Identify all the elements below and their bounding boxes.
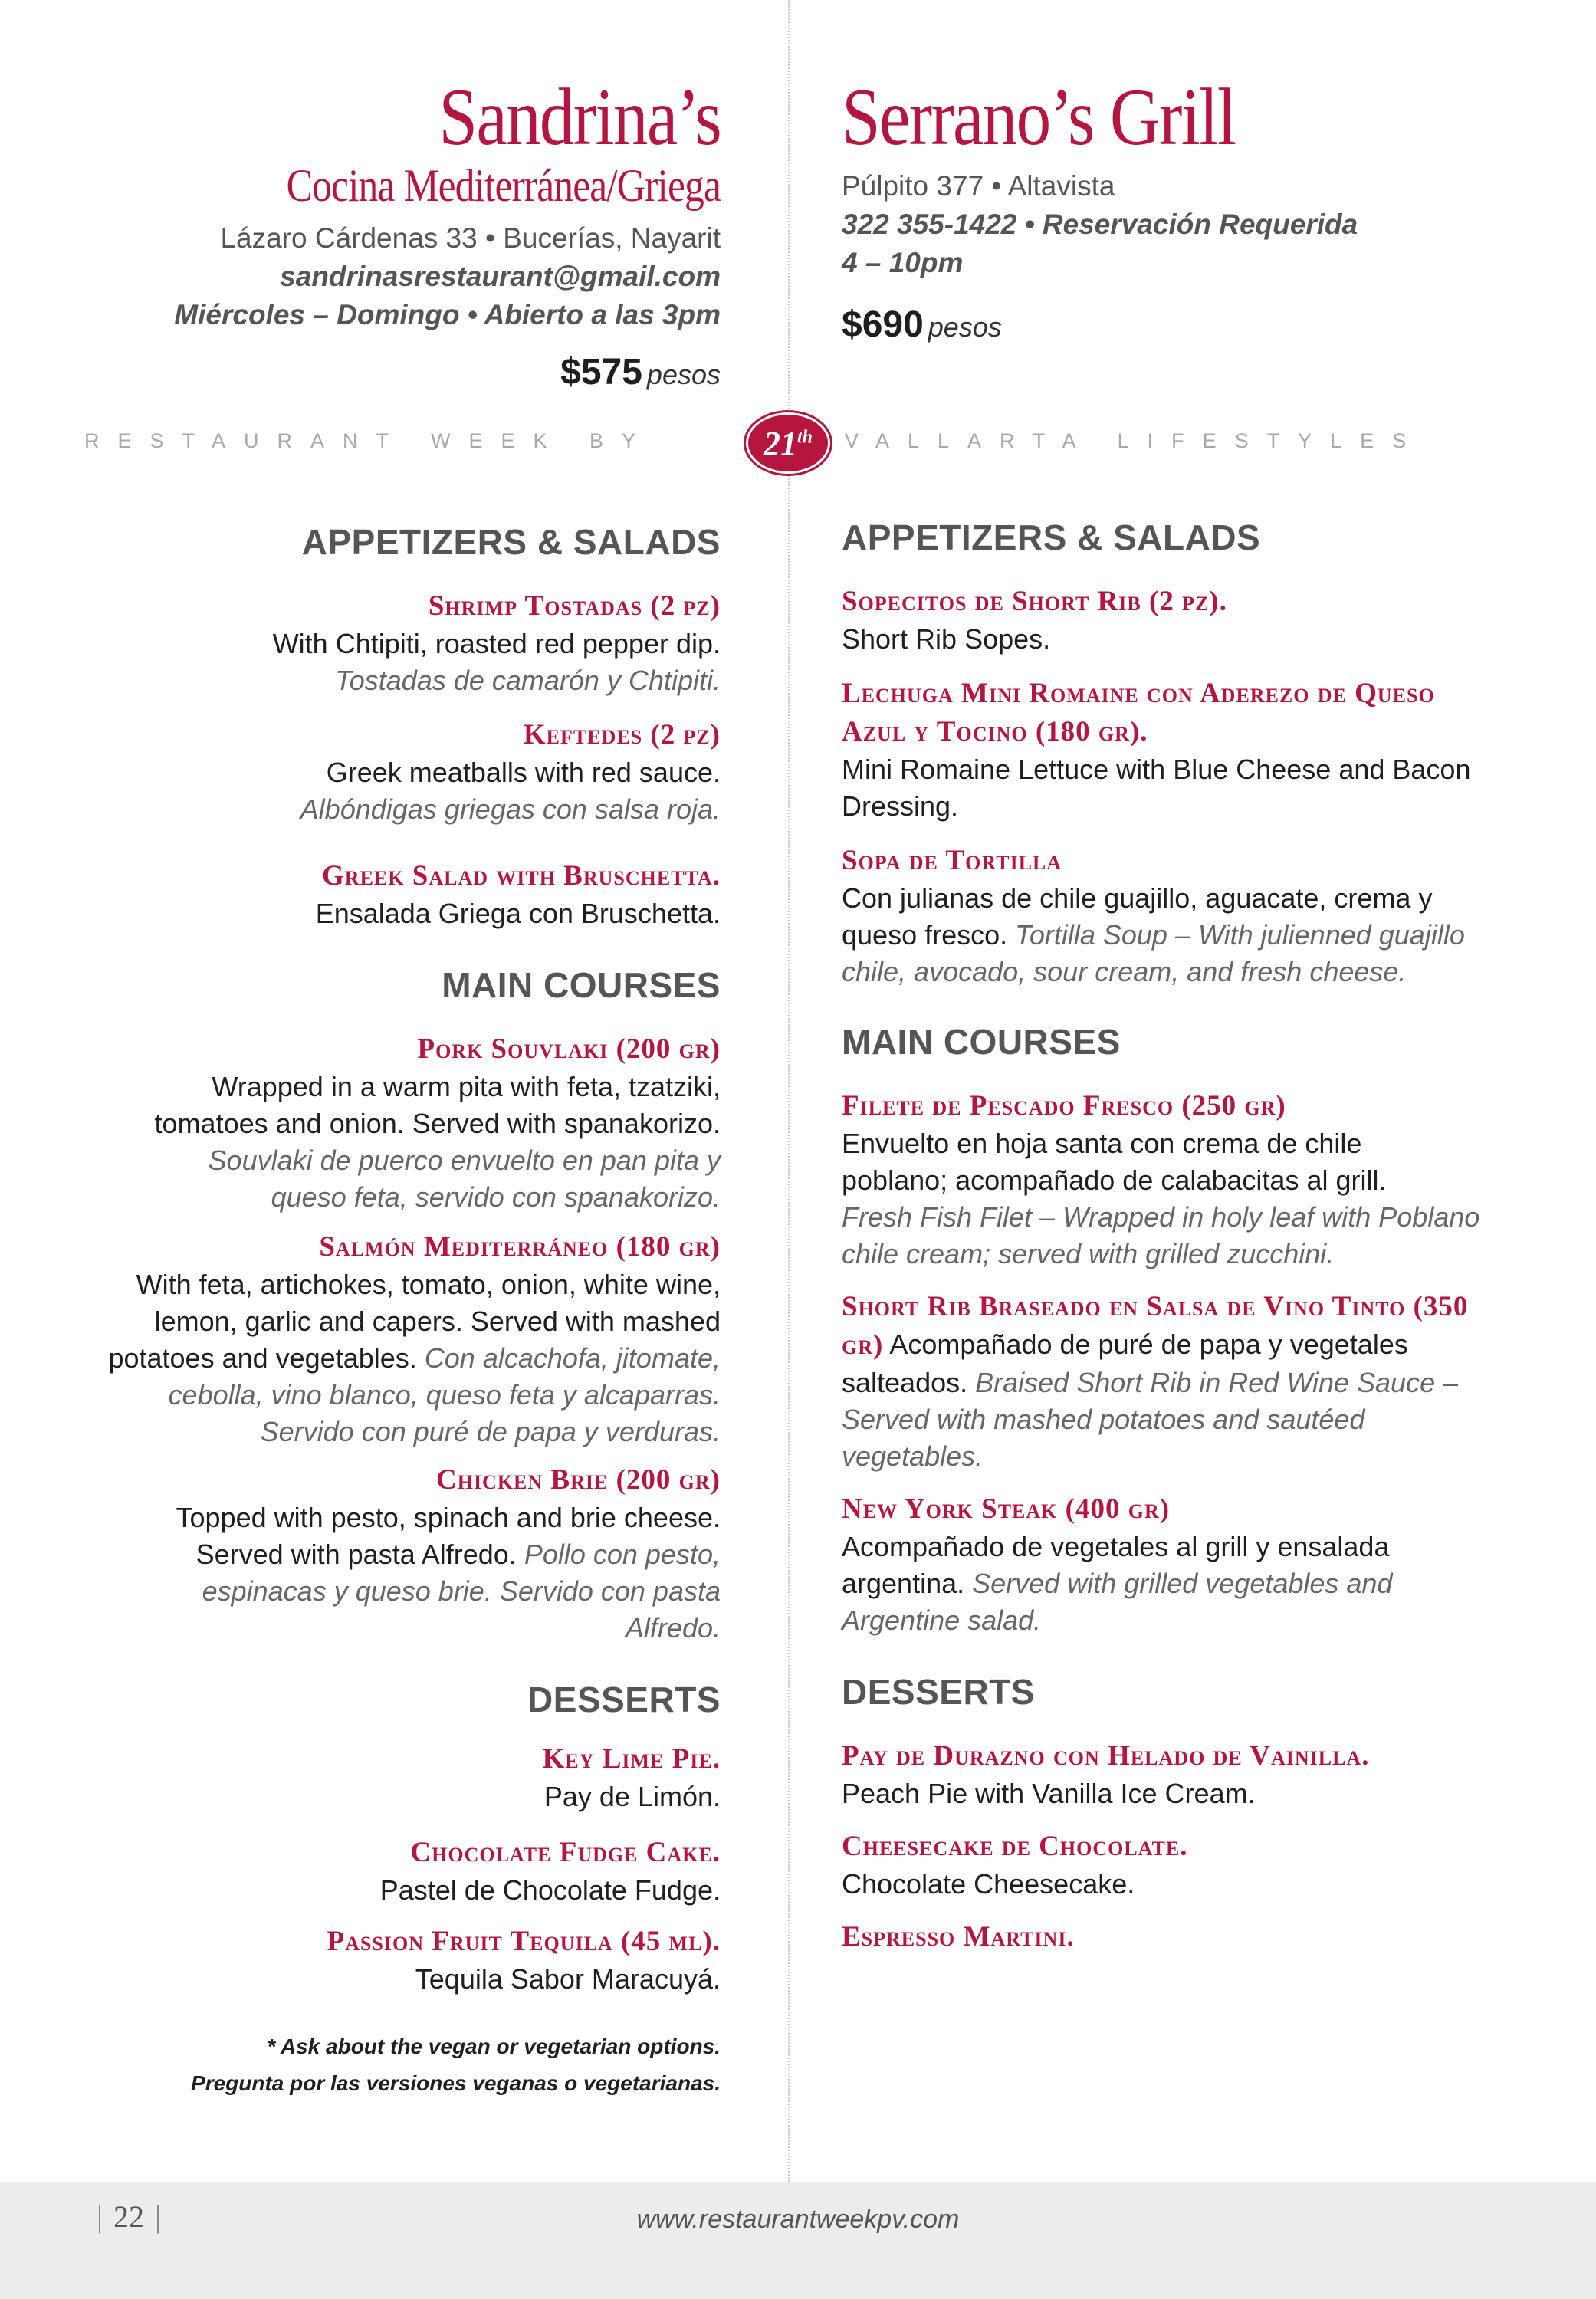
- dish-name: Greek Salad with Bruschetta.: [322, 860, 721, 892]
- dish-name: Cheesecake de Chocolate.: [842, 1831, 1188, 1862]
- menu-item: [842, 1828, 1493, 1903]
- dish-translation: Tostadas de camarón y Chtipiti.: [335, 665, 721, 696]
- section-heading: APPETIZERS & SALADS: [301, 522, 721, 562]
- vegan-note: * Ask about the vegan or vegetarian options.: [267, 2035, 721, 2058]
- banner-text-right: VALLARTA LIFESTYLES: [845, 429, 1425, 452]
- dish-name: Pay de Durazno con Helado de Vainilla.: [842, 1740, 1370, 1772]
- restaurant-phone: 322 355-1422 • Reservación Requerida: [842, 209, 1358, 240]
- dish-description-text: Topped with pesto, spinach and brie cheese. Served with pasta Alfredo.: [176, 1502, 721, 1570]
- edition-badge: [746, 412, 830, 474]
- dish-name: Sopecitos de Short Rib (2 pz).: [842, 586, 1227, 617]
- dish-translation: Con alcachofa, jitomate, cebolla, vino blanco, queso feta y alcaparras. Servido con puré de papa y verduras.: [168, 1342, 721, 1447]
- serranos-menu: [842, 517, 1493, 1956]
- menu-item: [69, 1740, 721, 1815]
- section-heading: DESSERTS: [842, 1672, 1035, 1712]
- sandrinas-menu: [69, 524, 721, 2102]
- dish-name: New York Steak (400 gr): [842, 1493, 1171, 1525]
- restaurant-address: Lázaro Cárdenas 33 • Bucerías, Nayarit: [220, 222, 721, 254]
- restaurant-address: Púlpito 377 • Altavista: [842, 170, 1115, 202]
- dish-description: Wrapped in a warm pita with feta, tzatziki, tomatoes and onion. Served with spanakorizo.: [154, 1071, 721, 1139]
- menu-item: [69, 587, 721, 699]
- restaurant-email: sandrinasrestaurant@gmail.com: [280, 261, 721, 292]
- ordinal-suffix: th: [796, 427, 813, 448]
- menu-item: [69, 716, 721, 828]
- dish-translation: Fresh Fish Filet – Wrapped in holy leaf with Poblano chile cream; served with grilled zucchini.: [842, 1201, 1480, 1269]
- section-heading: MAIN COURSES: [842, 1022, 1121, 1062]
- page-number: | 22 |: [97, 2199, 162, 2234]
- edition-badge-label: 21th: [763, 425, 813, 462]
- dish-description: Peach Pie with Vanilla Ice Cream.: [842, 1778, 1256, 1809]
- dish-description: Pay de Limón.: [543, 1781, 721, 1812]
- price-unit: pesos: [646, 359, 721, 390]
- restaurant-hours: Miércoles – Domingo • Abierto a las 3pm: [174, 299, 721, 330]
- menu-item: [842, 1737, 1493, 1812]
- menu-item: [69, 1030, 721, 1216]
- dish-description: Pastel de Chocolate Fudge.: [379, 1874, 721, 1906]
- dish-description: [842, 1529, 1493, 1639]
- price-value: $575: [560, 352, 642, 392]
- dish-name: Key Lime Pie.: [542, 1743, 721, 1775]
- dish-description: [842, 1288, 1493, 1475]
- section-heading: MAIN COURSES: [442, 965, 721, 1005]
- dish-description: Tequila Sabor Maracuyá.: [415, 1963, 721, 1995]
- restaurant-hours: 4 – 10pm: [842, 247, 964, 278]
- menu-item: [69, 1834, 721, 1909]
- dish-name: Passion Fruit Tequila (45 ml).: [327, 1926, 721, 1957]
- dish-description: With Chtipiti, roasted red pepper dip.: [272, 628, 721, 659]
- page-footer: [0, 2182, 1596, 2299]
- serranos-header: [842, 72, 1493, 346]
- menu-item: [69, 1461, 721, 1647]
- banner-text-left: RESTAURANT WEEK BY: [84, 429, 655, 452]
- column-divider: [788, 0, 790, 2182]
- dish-name: Keftedes (2 pz): [523, 719, 721, 750]
- dish-description: Envuelto en hoja santa con crema de chile poblano; acompañado de calabacitas al grill.: [842, 1128, 1387, 1196]
- menu-item: [842, 675, 1493, 825]
- dish-name: Pork Souvlaki (200 gr): [417, 1033, 721, 1065]
- dish-description: [842, 880, 1493, 990]
- dish-translation: Albóndigas griegas con salsa roja.: [300, 793, 721, 825]
- vegan-note-es: Pregunta por las versiones veganas o vegetarianas.: [191, 2071, 721, 2095]
- dish-name: Espresso Martini.: [842, 1921, 1075, 1953]
- dish-translation: Souvlaki de puerco envuelto en pan pita y queso feta, servido con spanakorizo.: [208, 1145, 721, 1213]
- menu-price: [842, 304, 1493, 346]
- dish-name: Short Rib Braseado en Salsa de Vino Tinto (350 gr): [842, 1291, 1469, 1361]
- dish-description: Short Rib Sopes.: [842, 623, 1051, 655]
- dish-description: Chocolate Cheesecake.: [842, 1868, 1135, 1900]
- menu-item: [69, 1228, 721, 1450]
- menu-item: [69, 1923, 721, 1998]
- dish-description: Mini Romaine Lettuce with Blue Cheese and Bacon Dressing.: [842, 754, 1471, 822]
- dish-description: Greek meatballs with red sauce.: [326, 757, 721, 788]
- menu-item: [842, 583, 1493, 658]
- dish-name: Filete de Pescado Fresco (250 gr): [842, 1090, 1286, 1122]
- restaurant-subtitle: Cocina Mediterránea/Griega: [286, 160, 721, 211]
- menu-item: [842, 1918, 1493, 1956]
- dish-description: [69, 1499, 721, 1647]
- restaurant-week-banner: [0, 412, 1596, 474]
- page-number-value: 22: [113, 2199, 145, 2234]
- dish-translation: Braised Short Rib in Red Wine Sauce – Served with mashed potatoes and sautéed vegetables.: [842, 1367, 1459, 1472]
- dish-description: Ensalada Griega con Bruschetta.: [315, 898, 721, 929]
- dish-description: [69, 1266, 721, 1450]
- price-unit: pesos: [928, 311, 1002, 343]
- dish-name: Lechuga Mini Romaine con Aderezo de Queso Azul y Tocino (180 gr).: [842, 678, 1435, 747]
- website-link[interactable]: www.restaurantweekpv.com: [636, 2205, 960, 2234]
- menu-item: [842, 1087, 1493, 1273]
- dish-translation: Served with grilled vegetables and Argentine salad.: [842, 1568, 1393, 1636]
- menu-item: [842, 1288, 1493, 1475]
- menu-price: [69, 351, 721, 393]
- dish-translation: Pollo con pesto, espinacas y queso brie. Servido con pasta Alfredo.: [202, 1539, 721, 1644]
- restaurant-name: Sandrina’s: [438, 72, 721, 162]
- menu-item: [842, 842, 1493, 990]
- price-value: $690: [842, 304, 924, 345]
- dish-name: Sopa de Tortilla: [842, 845, 1062, 876]
- dish-name: Salmón Mediterráneo (180 gr): [319, 1231, 721, 1263]
- dish-description-text: With feta, artichokes, tomato, onion, white wine, lemon, garlic and capers. Served with mashed potatoes and vegetables.: [108, 1269, 721, 1374]
- dish-name: Chicken Brie (200 gr): [436, 1464, 721, 1496]
- section-heading: DESSERTS: [527, 1680, 721, 1719]
- section-heading: APPETIZERS & SALADS: [842, 517, 1261, 557]
- dish-description-text: Acompañado de puré de papa y vegetales salteados.: [842, 1328, 1408, 1398]
- menu-item: [69, 857, 721, 932]
- dish-description-text: Acompañado de vegetales al grill y ensalada argentina.: [842, 1531, 1390, 1599]
- dish-name: Chocolate Fudge Cake.: [410, 1837, 721, 1868]
- dish-name: Shrimp Tostadas (2 pz): [428, 590, 721, 622]
- dish-description-text: Con julianas de chile guajillo, aguacate, crema y queso fresco.: [842, 882, 1433, 951]
- sandrinas-header: [69, 72, 721, 393]
- restaurant-name: Serrano’s Grill: [842, 72, 1236, 162]
- dish-translation: Tortilla Soup – With julienned guajillo chile, avocado, sour cream, and fresh cheese.: [842, 919, 1465, 987]
- menu-item: [842, 1490, 1493, 1639]
